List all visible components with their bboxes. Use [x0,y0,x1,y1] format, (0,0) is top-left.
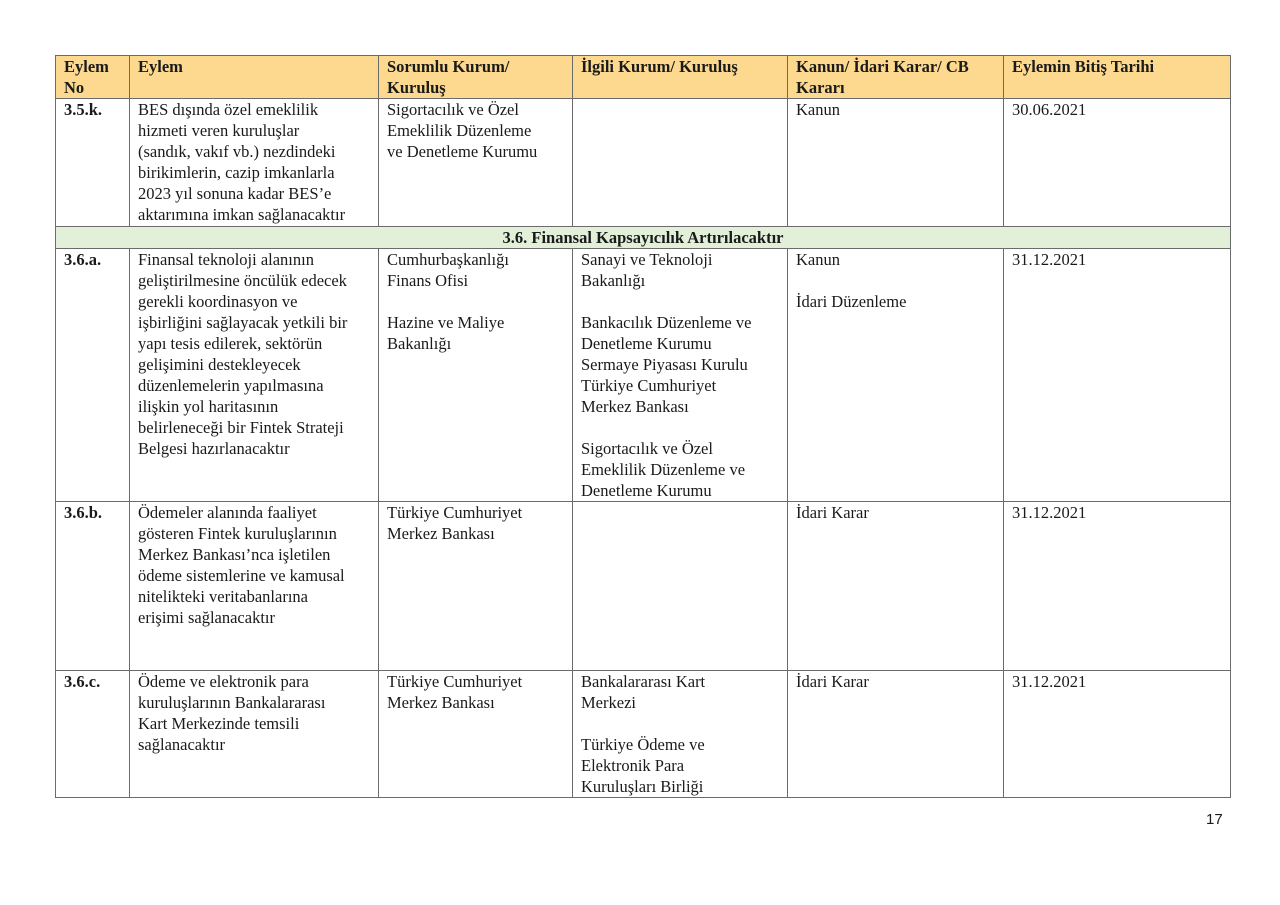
legal-basis [788,671,1004,798]
line-gap [581,291,780,312]
action-plan-table [55,55,1231,798]
cell-text-line: geliştirilmesine öncülük edecek [138,271,347,290]
header-eylem [130,56,379,99]
cell-text-line: Sigortacılık ve Özel [387,100,519,119]
cell-text-line: Türkiye Cumhuriyet [581,376,717,395]
line-gap [581,417,780,438]
action-description [130,502,379,671]
legal-basis [788,249,1004,502]
line-gap [387,291,565,312]
cell-text-line: Merkez Bankası [387,524,495,543]
table-row [56,502,1231,671]
cell-text-line: Kart Merkezinde temsili [138,714,300,733]
end-date: 31.12.2021 [1004,249,1231,502]
table-header-row [56,56,1231,99]
cell-text-line: Cumhurbaşkanlığı [387,250,509,269]
cell-text-line: Denetleme Kurumu [581,481,712,500]
cell-text-line: Merkezi [581,693,636,712]
cell-text-line: gösteren Fintek kuruluşlarının [138,524,337,543]
cell-text-line: Kanun/ İdari Karar/ CB [796,57,969,76]
cell-text-line: Ödemeler alanında faaliyet [138,503,317,522]
related-institution [573,249,788,502]
header-kanun [788,56,1004,99]
cell-text-line: Elektronik Para [581,756,685,775]
cell-text-line: Emeklilik Düzenleme ve [581,460,746,479]
cell-text-line: hizmeti veren kuruluşlar [138,121,300,140]
related-institution [573,99,788,227]
cell-text-line: Kuruluşları Birliği [581,777,704,796]
table-row [56,249,1231,502]
cell-text-line: sağlanacaktır [138,735,226,754]
cell-text-line: Denetleme Kurumu [581,334,712,353]
action-number: 3.6.b. [56,502,130,671]
header-eylem-no [56,56,130,99]
cell-text-line: Sanayi ve Teknoloji [581,250,713,269]
action-description [130,99,379,227]
cell-text-line: Eylem [138,57,183,76]
legal-basis [788,99,1004,227]
cell-text-line: işbirliğini sağlayacak yetkili bir [138,313,348,332]
cell-text-line: Sorumlu Kurum/ [387,57,510,76]
cell-text-line: 2023 yıl sonuna kadar BES’e [138,184,332,203]
cell-text-line: Emeklilik Düzenleme [387,121,532,140]
cell-text-line: Merkez Bankası’nca işletilen [138,545,331,564]
responsible-institution [379,671,573,798]
cell-text-line: Bankalararası Kart [581,672,706,691]
responsible-institution [379,502,573,671]
cell-text-line: ödeme sistemlerine ve kamusal [138,566,345,585]
cell-text-line: İdari Karar [796,672,869,691]
cell-text-line: Kuruluş [387,78,446,97]
cell-text-line: Türkiye Ödeme ve [581,735,705,754]
cell-text-line: gerekli koordinasyon ve [138,292,298,311]
cell-text-line: yapı tesis edilerek, sektörün [138,334,323,353]
legal-basis [788,502,1004,671]
responsible-institution [379,249,573,502]
cell-text-line: ilişkin yol haritasının [138,397,279,416]
cell-text-line: ve Denetleme Kurumu [387,142,538,161]
cell-text-line: Kanun [796,100,840,119]
cell-text-line: Bankacılık Düzenleme ve [581,313,752,332]
cell-text-line: Sermaye Piyasası Kurulu [581,355,748,374]
cell-text-line: Ödeme ve elektronik para [138,672,309,691]
end-date: 30.06.2021 [1004,99,1231,227]
cell-text-line: Bakanlığı [387,334,452,353]
page-number: 17 [1206,811,1223,828]
responsible-institution [379,99,573,227]
cell-text-line: Hazine ve Maliye [387,313,505,332]
line-gap [581,713,780,734]
cell-text-line: Finans Ofisi [387,271,469,290]
cell-text-line: Belgesi hazırlanacaktır [138,439,290,458]
line-gap [796,270,996,291]
cell-text-line: kuruluşlarının Bankalararası [138,693,326,712]
table-row [56,99,1231,227]
cell-text-line: Kanun [796,250,840,269]
cell-text-line: Eylemin Bitiş Tarihi [1012,57,1155,76]
action-description [130,249,379,502]
cell-text-line: İlgili Kurum/ Kuruluş [581,57,738,76]
related-institution [573,502,788,671]
cell-text-line: nitelikteki veritabanlarına [138,587,308,606]
cell-text-line: Merkez Bankası [581,397,689,416]
action-number: 3.5.k. [56,99,130,227]
cell-text-line: Türkiye Cumhuriyet [387,503,523,522]
action-description [130,671,379,798]
header-ilgili-kurum [573,56,788,99]
cell-text-line: BES dışında özel emeklilik [138,100,319,119]
cell-text-line: Sigortacılık ve Özel [581,439,713,458]
cell-text-line: Bakanlığı [581,271,646,290]
cell-text-line: İdari Karar [796,503,869,522]
related-institution [573,671,788,798]
cell-text-line: aktarımına imkan sağlanacaktır [138,205,346,224]
action-number: 3.6.a. [56,249,130,502]
end-date: 31.12.2021 [1004,502,1231,671]
cell-text-line: Merkez Bankası [387,693,495,712]
section-title: 3.6. Finansal Kapsayıcılık Artırılacaktır [56,227,1231,249]
cell-text-line: birikimlerin, cazip imkanlarla [138,163,335,182]
cell-text-line: erişimi sağlanacaktır [138,608,275,627]
cell-text-line: Türkiye Cumhuriyet [387,672,523,691]
cell-text-line: belirleneceği bir Fintek Strateji [138,418,344,437]
cell-text-line: Kararı [796,78,845,97]
end-date: 31.12.2021 [1004,671,1231,798]
cell-text-line: Eylem [64,57,109,76]
cell-text-line: (sandık, vakıf vb.) nezdindeki [138,142,336,161]
section-row [56,227,1231,249]
header-sorumlu-kurum [379,56,573,99]
cell-text-line: İdari Düzenleme [796,292,907,311]
cell-text-line: Finansal teknoloji alanının [138,250,314,269]
header-bitis-tarihi [1004,56,1231,99]
cell-text-line: No [64,78,85,97]
cell-text-line: düzenlemelerin yapılmasına [138,376,324,395]
table-row [56,671,1231,798]
cell-text-line: gelişimini destekleyecek [138,355,301,374]
action-number: 3.6.c. [56,671,130,798]
